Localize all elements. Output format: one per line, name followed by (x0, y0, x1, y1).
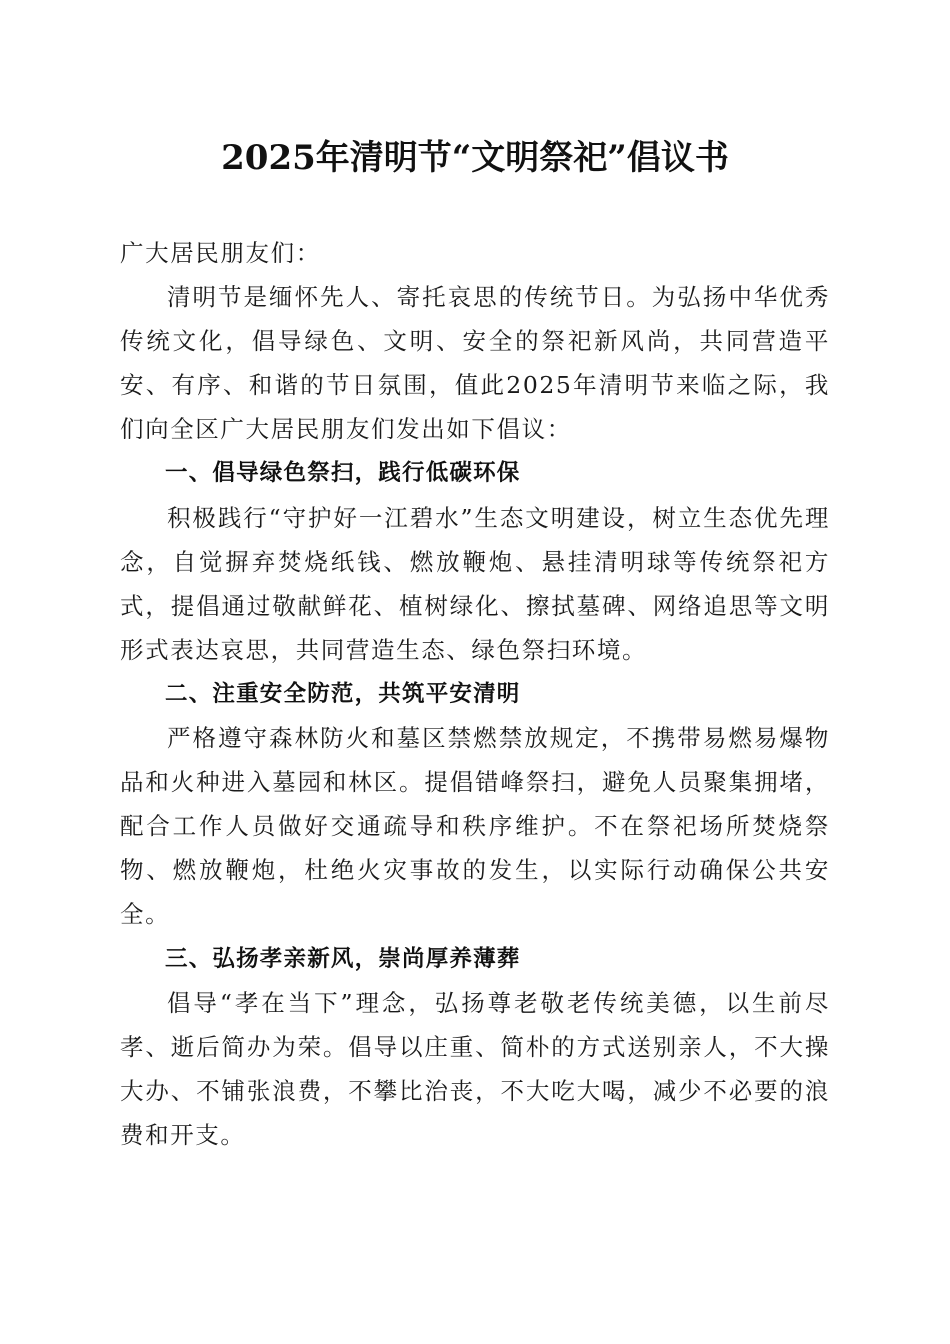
document-body (120, 231, 830, 1157)
section-body-2: 严格遵守森林防火和墓区禁燃禁放规定，不携带易燃易爆物品和火种进入墓园和林区。提倡错峰祭扫，避免人员聚集拥堵，配合工作人员做好交通疏导和秩序维护。不在祭祀场所焚烧祭物、燃放鞭炮，杜绝火灾事故的发生，以实际行动确保公共安全。 (120, 724, 830, 929)
section-heading-1: 一、倡导绿色祭扫，践行低碳环保 (165, 460, 521, 487)
section-body-3: 倡导“孝在当下”理念，弘扬尊老敬老传统美德，以生前尽孝、逝后简办为荣。倡导以庄重、简朴的方式送别亲人，不大操大办、不铺张浪费，不攀比治丧，不大吃大喝，减少不必要的浪费和开支。 (120, 988, 830, 1149)
document-title: 2025年清明节“文明祭祀”倡议书 (221, 138, 729, 178)
section-heading-3: 三、弘扬孝亲新风，崇尚厚养薄葬 (165, 945, 521, 972)
intro-paragraph: 清明节是缅怀先人、寄托哀思的传统节日。为弘扬中华优秀传统文化，倡导绿色、文明、安全的祭祀新风尚，共同营造平安、有序、和谐的节日氛围，值此2025年清明节来临之际，我们向全区广大居民朋友们发出如下倡议： (120, 283, 830, 444)
section-body-1: 积极践行“守护好一江碧水”生态文明建设，树立生态优先理念，自觉摒弃焚烧纸钱、燃放鞭炮、悬挂清明球等传统祭祀方式，提倡通过敬献鲜花、植树绿化、擦拭墓碑、网络追思等文明形式表达哀思，共同营造生态、绿色祭扫环境。 (120, 503, 830, 664)
salutation: 广大居民朋友们： (120, 239, 321, 267)
section-heading-2: 二、注重安全防范，共筑平安清明 (165, 680, 521, 707)
